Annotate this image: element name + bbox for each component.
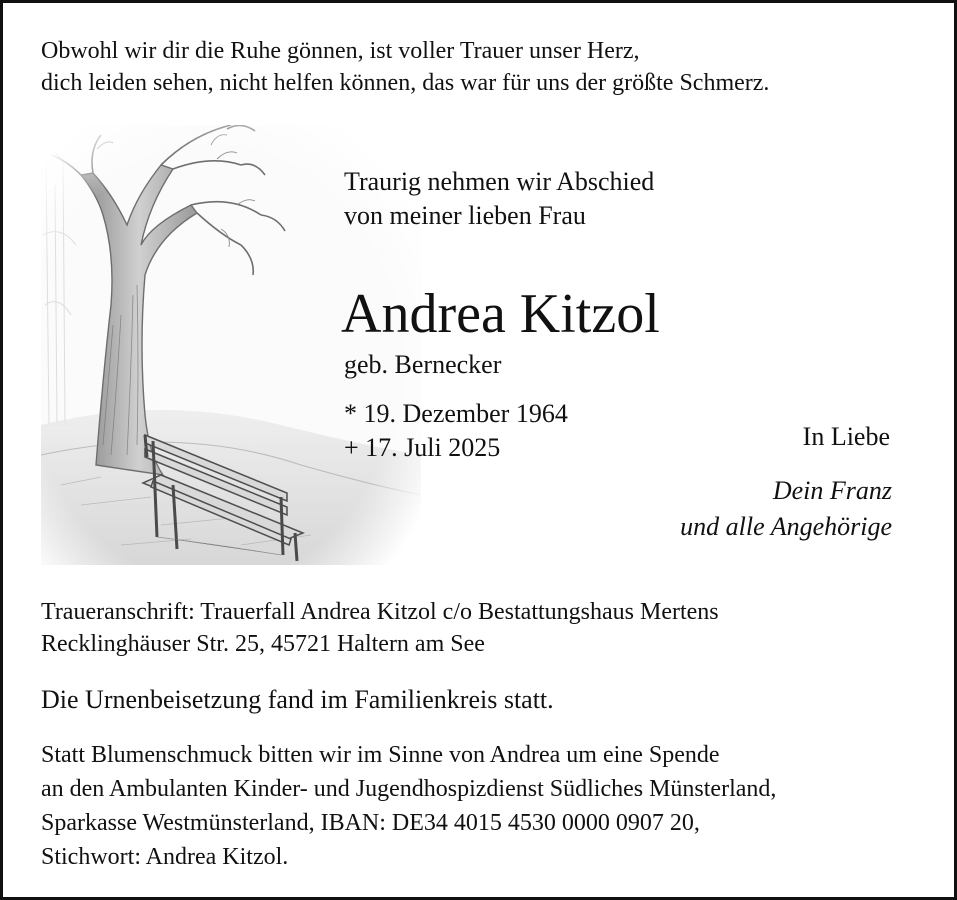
address-line-2: Recklinghäuser Str. 25, 45721 Haltern am See [41, 631, 485, 657]
donation-line-3: Sparkasse Westmünsterland, IBAN: DE34 4015 4530 0000 0907 20, [41, 810, 700, 836]
intro-line-2: von meiner lieben Frau [344, 201, 586, 230]
intro-line-1: Traurig nehmen wir Abschied [344, 167, 655, 196]
signature-line-2: und alle Angehörige [680, 512, 892, 541]
burial-note: Die Urnenbeisetzung fand im Familienkreis statt. [41, 685, 554, 714]
signature-line-1: Dein Franz [772, 476, 892, 505]
death-date: + 17. Juli 2025 [344, 433, 501, 462]
in-liebe: In Liebe [802, 422, 890, 451]
deceased-name: Andrea Kitzol [341, 283, 660, 345]
poem-line-2: dich leiden sehen, nicht helfen können, das war für uns der größte Schmerz. [41, 70, 770, 96]
birth-name: geb. Bernecker [344, 350, 502, 379]
birth-date: * 19. Dezember 1964 [344, 399, 568, 428]
donation-line-2: an den Ambulanten Kinder- und Jugendhospizdienst Südliches Münsterland, [41, 776, 777, 802]
donation-line-1: Statt Blumenschmuck bitten wir im Sinne von Andrea um eine Spende [41, 742, 720, 768]
address-line-1: Traueranschrift: Trauerfall Andrea Kitzol c/o Bestattungshaus Mertens [41, 599, 719, 625]
poem-line-1: Obwohl wir dir die Ruhe gönnen, ist voller Trauer unser Herz, [41, 38, 640, 64]
donation-line-4: Stichwort: Andrea Kitzol. [41, 844, 289, 870]
